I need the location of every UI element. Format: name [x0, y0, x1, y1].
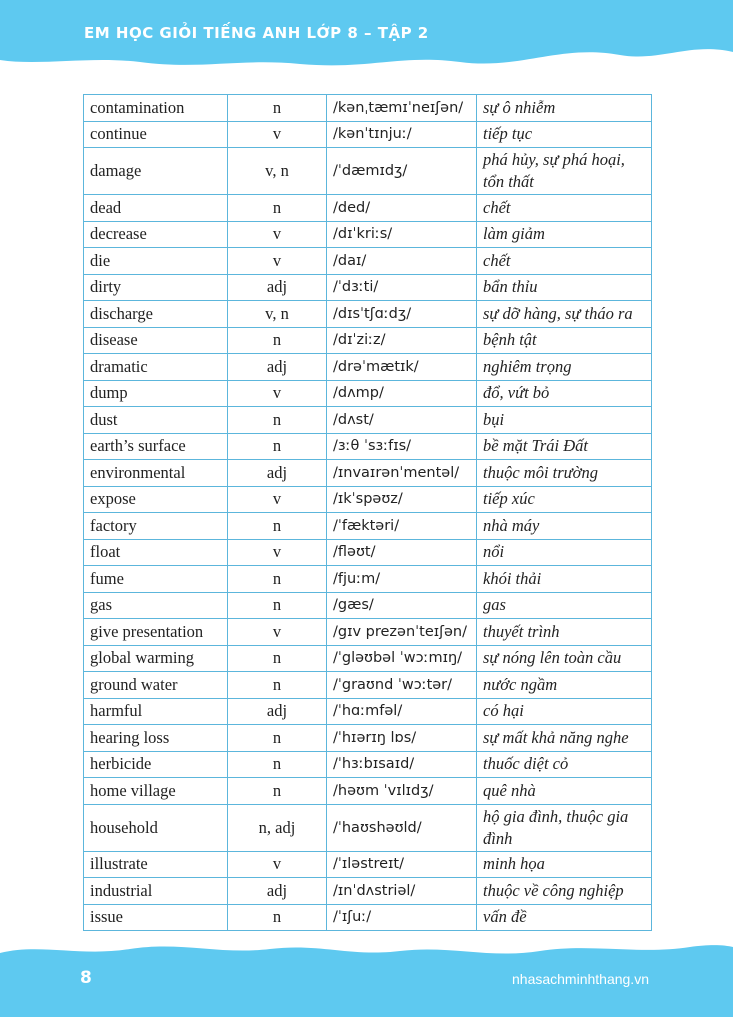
book-title: EM HỌC GIỎI TIẾNG ANH LỚP 8 – TẬP 2 [84, 24, 429, 42]
table-row [84, 725, 652, 752]
vietnamese-meaning: gas [477, 592, 652, 619]
vocab-word: ground water [84, 672, 228, 699]
vietnamese-meaning: đổ, vứt bỏ [477, 380, 652, 407]
part-of-speech: n [228, 904, 327, 931]
pronunciation: /fjuːm/ [327, 566, 477, 593]
pronunciation: /ˈdæmɪdʒ/ [327, 148, 477, 195]
vocab-word: expose [84, 486, 228, 513]
vietnamese-meaning: có hại [477, 698, 652, 725]
part-of-speech: v [228, 121, 327, 148]
table-row [84, 878, 652, 905]
vietnamese-meaning: bụi [477, 407, 652, 434]
part-of-speech: v [228, 851, 327, 878]
part-of-speech: n [228, 513, 327, 540]
vietnamese-meaning: phá hủy, sự phá hoại, tổn thất [477, 148, 652, 195]
part-of-speech: n [228, 725, 327, 752]
pronunciation: /ˈhɑːmfəl/ [327, 698, 477, 725]
table-row [84, 566, 652, 593]
part-of-speech: adj [228, 274, 327, 301]
pronunciation: /drəˈmætɪk/ [327, 354, 477, 381]
part-of-speech: n [228, 645, 327, 672]
vocab-word: decrease [84, 221, 228, 248]
pronunciation: /dɪsˈtʃɑːdʒ/ [327, 301, 477, 328]
pronunciation: /gɪv prezənˈteɪʃən/ [327, 619, 477, 646]
vocab-word: earth’s surface [84, 433, 228, 460]
vocab-word: issue [84, 904, 228, 931]
part-of-speech: v [228, 248, 327, 275]
table-row [84, 274, 652, 301]
vietnamese-meaning: sự mất khả năng nghe [477, 725, 652, 752]
vocab-word: fume [84, 566, 228, 593]
table-row [84, 433, 652, 460]
part-of-speech: n [228, 566, 327, 593]
vocabulary-table [83, 94, 652, 931]
pronunciation: /ɪkˈspəʊz/ [327, 486, 477, 513]
table-row [84, 751, 652, 778]
pronunciation: /ˈhɪərɪŋ lɒs/ [327, 725, 477, 752]
pronunciation: /ˈhaʊshəʊld/ [327, 804, 477, 851]
part-of-speech: n [228, 778, 327, 805]
part-of-speech: n [228, 592, 327, 619]
part-of-speech: v, n [228, 301, 327, 328]
pronunciation: /fləʊt/ [327, 539, 477, 566]
pronunciation: /ˈgraʊnd ˈwɔːtər/ [327, 672, 477, 699]
vietnamese-meaning: nước ngầm [477, 672, 652, 699]
table-row [84, 380, 652, 407]
table-row [84, 513, 652, 540]
vietnamese-meaning: sự ô nhiễm [477, 95, 652, 122]
vocab-word: continue [84, 121, 228, 148]
vietnamese-meaning: tiếp tục [477, 121, 652, 148]
vietnamese-meaning: thuốc diệt cỏ [477, 751, 652, 778]
table-row [84, 539, 652, 566]
pronunciation: /dʌmp/ [327, 380, 477, 407]
table-row [84, 148, 652, 195]
vocab-word: disease [84, 327, 228, 354]
table-row [84, 592, 652, 619]
table-row [84, 195, 652, 222]
vocab-word: dump [84, 380, 228, 407]
vocab-word: industrial [84, 878, 228, 905]
vietnamese-meaning: sự nóng lên toàn cầu [477, 645, 652, 672]
part-of-speech: adj [228, 878, 327, 905]
table-row [84, 851, 652, 878]
page-header [0, 0, 733, 80]
table-row [84, 804, 652, 851]
vocab-word: environmental [84, 460, 228, 487]
vietnamese-meaning: chết [477, 248, 652, 275]
table-row [84, 486, 652, 513]
table-row [84, 95, 652, 122]
vocab-word: dramatic [84, 354, 228, 381]
table-row [84, 904, 652, 931]
part-of-speech: adj [228, 698, 327, 725]
vocab-word: herbicide [84, 751, 228, 778]
table-row [84, 698, 652, 725]
vietnamese-meaning: nghiêm trọng [477, 354, 652, 381]
pronunciation: /kənˌtæmɪˈneɪʃən/ [327, 95, 477, 122]
pronunciation: /ɪnvaɪrənˈmentəl/ [327, 460, 477, 487]
vietnamese-meaning: chết [477, 195, 652, 222]
part-of-speech: v [228, 221, 327, 248]
vietnamese-meaning: bệnh tật [477, 327, 652, 354]
pronunciation: /dʌst/ [327, 407, 477, 434]
pronunciation: /ˈdɜːti/ [327, 274, 477, 301]
vocab-word: global warming [84, 645, 228, 672]
vietnamese-meaning: khói thải [477, 566, 652, 593]
vietnamese-meaning: hộ gia đình, thuộc gia đình [477, 804, 652, 851]
table-row [84, 301, 652, 328]
part-of-speech: adj [228, 354, 327, 381]
table-row [84, 407, 652, 434]
vocab-word: contamination [84, 95, 228, 122]
part-of-speech: n [228, 751, 327, 778]
part-of-speech: n [228, 327, 327, 354]
pronunciation: /ˈfæktəri/ [327, 513, 477, 540]
vocab-word: discharge [84, 301, 228, 328]
vietnamese-meaning: sự dỡ hàng, sự tháo ra [477, 301, 652, 328]
table-row [84, 121, 652, 148]
vocab-word: hearing loss [84, 725, 228, 752]
vocab-word: damage [84, 148, 228, 195]
part-of-speech: n [228, 407, 327, 434]
part-of-speech: v [228, 380, 327, 407]
pronunciation: /ded/ [327, 195, 477, 222]
pronunciation: /ɜːθ ˈsɜːfɪs/ [327, 433, 477, 460]
vocab-word: harmful [84, 698, 228, 725]
website-link[interactable]: nhasachminhthang.vn [512, 971, 649, 987]
table-row [84, 619, 652, 646]
vocab-word: die [84, 248, 228, 275]
part-of-speech: v, n [228, 148, 327, 195]
part-of-speech: n [228, 95, 327, 122]
table-row [84, 327, 652, 354]
table-row [84, 354, 652, 381]
vocab-word: float [84, 539, 228, 566]
vietnamese-meaning: vấn đề [477, 904, 652, 931]
pronunciation: /kənˈtɪnjuː/ [327, 121, 477, 148]
vocab-word: home village [84, 778, 228, 805]
vietnamese-meaning: nhà máy [477, 513, 652, 540]
pronunciation: /gæs/ [327, 592, 477, 619]
pronunciation: /ˈɪləstreɪt/ [327, 851, 477, 878]
vietnamese-meaning: bề mặt Trái Đất [477, 433, 652, 460]
pronunciation: /daɪ/ [327, 248, 477, 275]
vocab-word: household [84, 804, 228, 851]
vietnamese-meaning: thuộc về công nghiệp [477, 878, 652, 905]
pronunciation: /ɪnˈdʌstriəl/ [327, 878, 477, 905]
vocab-word: dead [84, 195, 228, 222]
table-row [84, 645, 652, 672]
part-of-speech: n [228, 195, 327, 222]
vocab-word: gas [84, 592, 228, 619]
pronunciation: /ˈhɜːbɪsaɪd/ [327, 751, 477, 778]
part-of-speech: v [228, 486, 327, 513]
part-of-speech: v [228, 619, 327, 646]
vietnamese-meaning: thuộc môi trường [477, 460, 652, 487]
table-row [84, 221, 652, 248]
vietnamese-meaning: tiếp xúc [477, 486, 652, 513]
vocab-word: illustrate [84, 851, 228, 878]
pronunciation: /ˈɪʃuː/ [327, 904, 477, 931]
vietnamese-meaning: minh họa [477, 851, 652, 878]
vietnamese-meaning: làm giảm [477, 221, 652, 248]
table-row [84, 248, 652, 275]
table-row [84, 460, 652, 487]
vocab-word: give presentation [84, 619, 228, 646]
pronunciation: /ˈgləʊbəl ˈwɔːmɪŋ/ [327, 645, 477, 672]
vocab-word: dirty [84, 274, 228, 301]
page-number: 8 [80, 968, 92, 988]
vietnamese-meaning: nổi [477, 539, 652, 566]
vocab-word: dust [84, 407, 228, 434]
vocab-word: factory [84, 513, 228, 540]
vietnamese-meaning: quê nhà [477, 778, 652, 805]
pronunciation: /dɪˈkriːs/ [327, 221, 477, 248]
part-of-speech: adj [228, 460, 327, 487]
part-of-speech: n [228, 672, 327, 699]
pronunciation: /həʊm ˈvɪlɪdʒ/ [327, 778, 477, 805]
table-row [84, 672, 652, 699]
table-row [84, 778, 652, 805]
part-of-speech: n [228, 433, 327, 460]
vietnamese-meaning: bẩn thỉu [477, 274, 652, 301]
part-of-speech: n, adj [228, 804, 327, 851]
pronunciation: /dɪˈziːz/ [327, 327, 477, 354]
part-of-speech: v [228, 539, 327, 566]
vietnamese-meaning: thuyết trình [477, 619, 652, 646]
